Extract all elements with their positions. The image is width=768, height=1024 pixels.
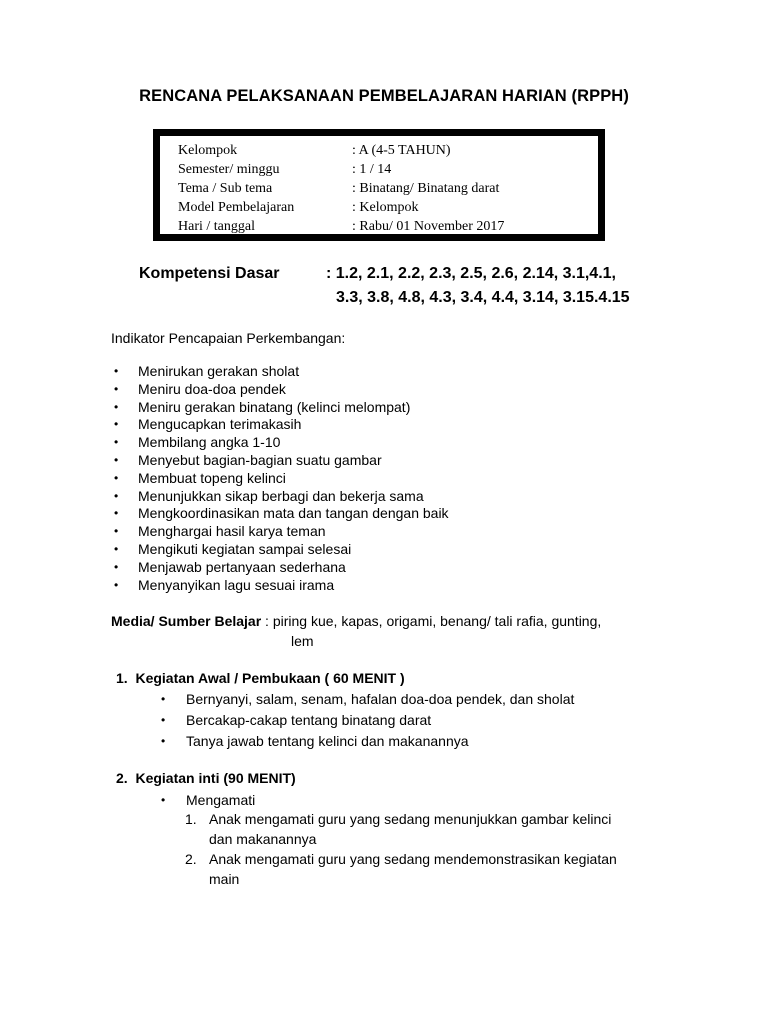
numbered-item — [185, 809, 665, 849]
list-item: • Meniru gerakan binatang (kelinci melompat) — [114, 398, 411, 415]
bullet-icon: • — [114, 488, 119, 503]
list-item: • Mengikuti kegiatan sampai selesai — [114, 540, 352, 557]
info-label: Kelompok — [178, 143, 238, 158]
kegiatan-inti-list — [161, 790, 255, 811]
info-value: : Kelompok — [352, 200, 419, 215]
media-text-continued: lem — [291, 633, 314, 649]
info-value: : A (4-5 TAHUN) — [352, 143, 451, 158]
bullet-icon: • — [161, 793, 166, 807]
list-item: • Menirukan gerakan sholat — [114, 363, 300, 379]
list-item: • Menyebut bagian-bagian suatu gambar — [114, 451, 382, 468]
section-number: 2. — [116, 770, 128, 786]
media-label: Media/ Sumber Belajar — [111, 613, 262, 629]
indikator-heading: Indikator Pencapaian Perkembangan: — [111, 330, 346, 346]
bullet-icon: • — [114, 452, 119, 467]
list-item: • Mengucapkan terimakasih — [114, 416, 302, 433]
section-number: 1. — [116, 670, 128, 686]
bullet-icon: • — [161, 713, 166, 727]
info-label: Model Pembelajaran — [178, 200, 295, 215]
bullet-icon: • — [114, 559, 119, 574]
media-text: : piring kue, kapas, origami, benang/ tali rafia, gunting, — [261, 613, 602, 629]
list-item: • Menunjukkan sikap berbagi dan bekerja sama — [114, 487, 424, 504]
bullet-icon: • — [114, 364, 119, 378]
section-title: Kegiatan inti (90 MENIT) — [135, 770, 296, 786]
item-number: 2. — [185, 851, 197, 867]
info-row-semester — [178, 162, 598, 181]
list-item: • Menjawab pertanyaan sederhana — [114, 558, 346, 575]
bullet-icon: • — [114, 381, 119, 396]
bullet-icon: • — [114, 399, 119, 414]
bullet-icon: • — [114, 541, 119, 556]
page-title: RENCANA PELAKSANAAN PEMBELAJARAN HARIAN (RPPH) — [139, 87, 629, 105]
info-label: Tema / Sub tema — [178, 181, 273, 196]
list-item: • Tanya jawab tentang kelinci dan makanannya — [161, 731, 574, 752]
bullet-icon: • — [161, 734, 166, 748]
list-item: • Mengkoordinasikan mata dan tangan dengan baik — [114, 505, 449, 522]
indikator-list — [111, 363, 449, 594]
list-item: • Meniru doa-doa pendek — [114, 380, 286, 397]
kegiatan-awal-list — [161, 689, 574, 752]
info-row-hari — [178, 219, 598, 238]
list-item: • Membuat topeng kelinci — [114, 469, 286, 486]
bullet-icon: • — [114, 524, 119, 539]
bullet-icon: • — [114, 577, 119, 592]
kegiatan-awal-title — [116, 670, 405, 686]
kegiatan-inti-title — [116, 770, 296, 786]
info-value: : 1 / 14 — [352, 162, 392, 177]
bullet-icon: • — [114, 470, 119, 485]
list-item: • Mengamati — [161, 790, 255, 811]
mengamati-steps — [185, 809, 665, 889]
bullet-icon: • — [114, 506, 119, 521]
media-section — [111, 613, 671, 649]
item-text-line1: Anak mengamati guru yang sedang menunjukkan gambar kelinci — [209, 811, 612, 827]
bullet-icon: • — [161, 692, 166, 706]
bullet-icon: • — [114, 435, 119, 450]
list-item: • Bercakap-cakap tentang binatang darat — [161, 710, 574, 731]
info-label: Hari / tanggal — [178, 219, 255, 234]
item-text-line1: Anak mengamati guru yang sedang mendemonstrasikan kegiatan — [209, 851, 617, 867]
kompetensi-value-line1: : 1.2, 2.1, 2.2, 2.3, 2.5, 2.6, 2.14, 3.1,4.1, — [326, 265, 616, 282]
list-item: • Membilang angka 1-10 — [114, 434, 281, 451]
list-item: • Menghargai hasil karya teman — [114, 523, 326, 540]
kompetensi-label: Kompetensi Dasar — [139, 265, 280, 282]
item-text-line2: main — [209, 871, 240, 887]
numbered-item — [185, 849, 665, 889]
kompetensi-value-line2: 3.3, 3.8, 4.8, 4.3, 3.4, 4.4, 3.14, 3.15.4.15 — [336, 289, 630, 306]
item-number: 1. — [185, 811, 197, 827]
section-title: Kegiatan Awal / Pembukaan ( 60 MENIT ) — [135, 670, 405, 686]
info-box — [153, 129, 605, 241]
info-value: : Rabu/ 01 November 2017 — [352, 219, 505, 234]
list-item: • Menyanyikan lagu sesuai irama — [114, 576, 335, 593]
info-label: Semester/ minggu — [178, 162, 280, 177]
list-item: • Bernyanyi, salam, senam, hafalan doa-doa pendek, dan sholat — [161, 689, 574, 710]
info-row-kelompok — [178, 143, 598, 162]
item-text-line2: dan makanannya — [209, 831, 317, 847]
info-value: : Binatang/ Binatang darat — [352, 181, 500, 196]
info-row-model — [178, 200, 598, 219]
bullet-icon: • — [114, 417, 119, 432]
info-row-tema — [178, 181, 598, 200]
